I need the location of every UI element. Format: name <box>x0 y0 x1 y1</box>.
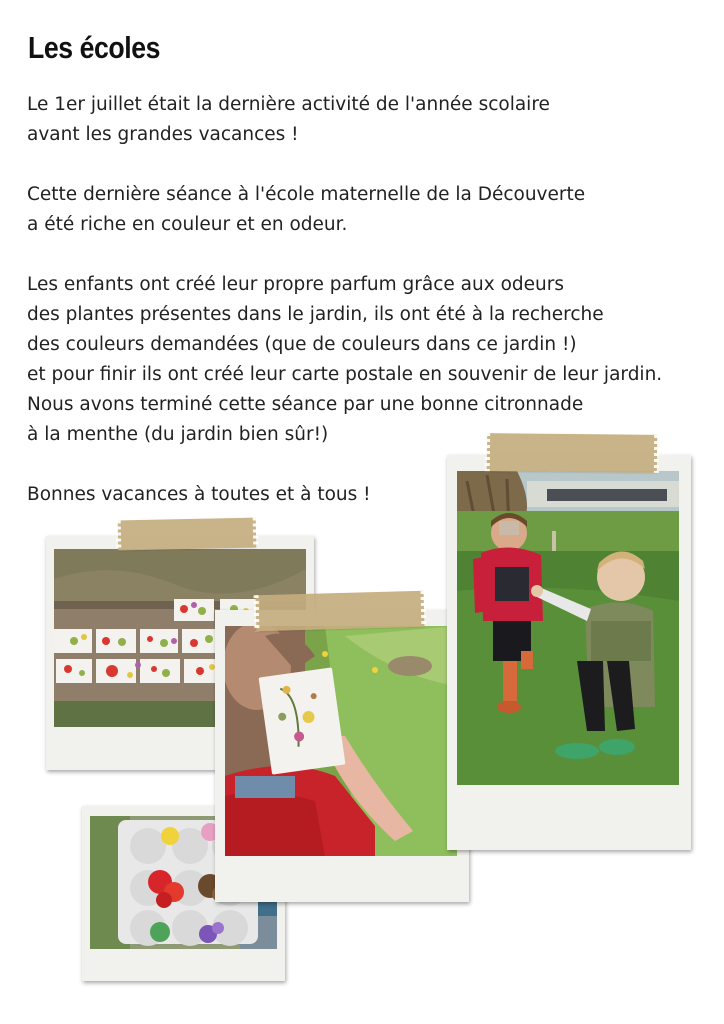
polaroid-child-postcard <box>215 610 469 902</box>
text-line: Cette dernière séance à l'école maternelle de la Découverte <box>27 184 586 205</box>
paragraph-activities <box>27 270 717 450</box>
text-line: à la menthe (du jardin bien sûr!) <box>27 424 329 445</box>
text-line: et pour finir ils ont créé leur carte postale en souvenir de leur jardin. <box>27 364 663 385</box>
photo-child-holding-postcard <box>225 626 457 856</box>
paragraph-intro <box>27 90 717 150</box>
paragraph-session <box>27 180 717 240</box>
text-line: des couleurs demandées (que de couleurs dans ce jardin !) <box>27 334 577 355</box>
page-title: Les écoles <box>28 30 161 65</box>
photo-children-smelling-perfume <box>457 471 679 785</box>
tape-strip <box>256 591 425 631</box>
polaroid-children-perfume <box>447 455 691 850</box>
tape-strip <box>118 518 257 551</box>
text-line: a été riche en couleur et en odeur. <box>27 214 348 235</box>
text-line: avant les grandes vacances ! <box>27 124 299 145</box>
text-line: Bonnes vacances à toutes et à tous ! <box>27 484 371 505</box>
text-line: Le 1er juillet était la dernière activité de l'année scolaire <box>27 94 550 115</box>
text-line: Nous avons terminé cette séance par une bonne citronnade <box>27 394 584 415</box>
text-line: des plantes présentes dans le jardin, ils ont été à la recherche <box>27 304 604 325</box>
tape-strip <box>487 433 657 473</box>
text-line: Les enfants ont créé leur propre parfum grâce aux odeurs <box>27 274 564 295</box>
